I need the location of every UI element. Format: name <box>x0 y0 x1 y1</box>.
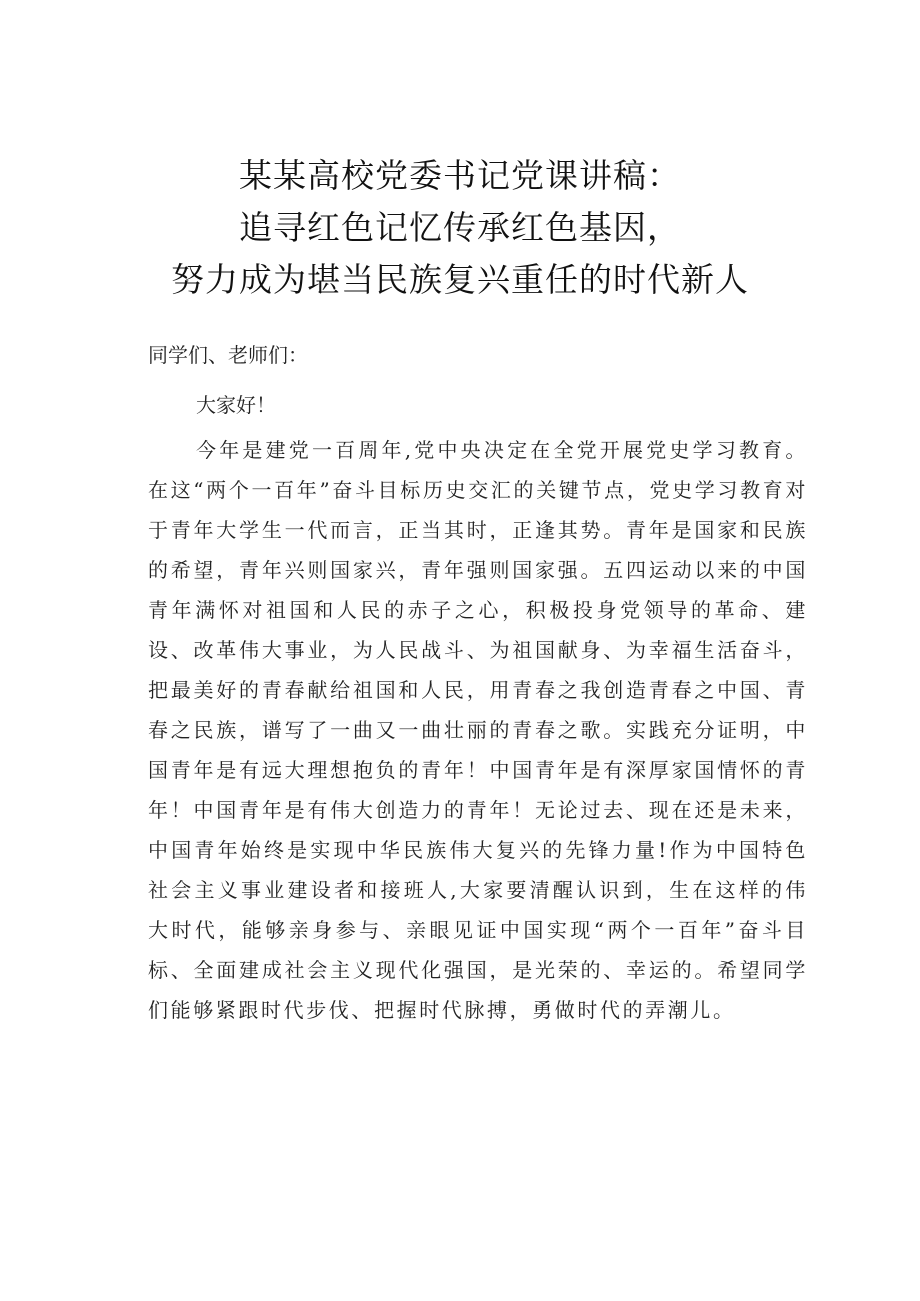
paragraph: 今年是建党一百周年,党中央决定在全党开展党史学习教育。在这“两个一百年”奋斗目标历史交汇的关键节点，党史学习教育对于青年大学生一代而言，正当其时，正逢其势。青年是国家和民族的希望，青年兴则国家兴，青年强则国家强。五四运动以来的中国青年满怀对祖国和人民的赤子之心，积极投身党领导的革命、建设、改革伟大事业，为人民战斗、为祖国献身、为幸福生活奋斗，把最美好的青春献给祖国和人民，用青春之我创造青春之中国、青春之民族，谱写了一曲又一曲壮丽的青春之歌。实践充分证明，中国青年是有远大理想抱负的青年！中国青年是有深厚家国情怀的青年！中国青年是有伟大创造力的青年！无论过去、现在还是未来，中国青年始终是实现中华民族伟大复兴的先锋力量!作为中国特色社会主义事业建设者和接班人,大家要清醒认识到，生在这样的伟大时代，能够亲身参与、亲眼见证中国实现“两个一百年”奋斗目标、全面建成社会主义现代化强国，是光荣的、幸运的。希望同学们能够紧跟时代步伐、把握时代脉搏，勇做时代的弄潮儿。 <box>148 438 808 1022</box>
greeting: 大家好！ <box>196 393 276 417</box>
title-line-3: 努力成为堪当民族复兴重任的时代新人 <box>171 260 749 299</box>
document-title <box>80 150 840 306</box>
document-body <box>148 340 808 1030</box>
title-line-2: 追寻红色记忆传承红色基因， <box>239 208 681 247</box>
salutation: 同学们、老师们： <box>148 343 308 367</box>
title-line-1: 某某高校党委书记党课讲稿： <box>239 156 681 195</box>
